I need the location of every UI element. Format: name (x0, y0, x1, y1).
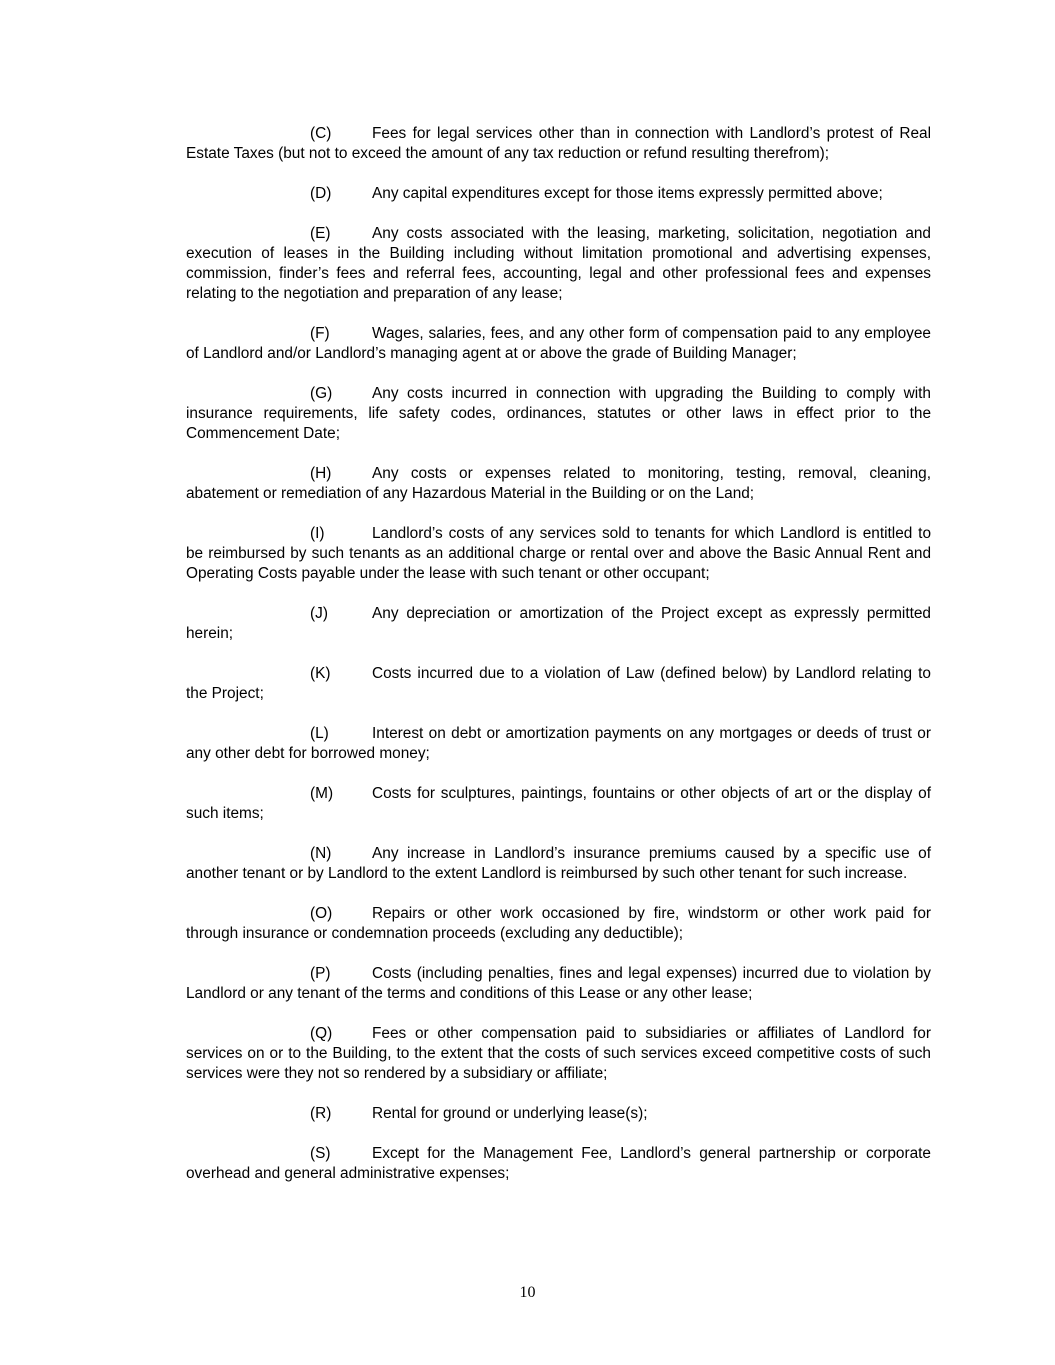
clause-c (186, 124, 931, 164)
clause-d (186, 184, 931, 204)
clause-text: Any depreciation or amortization of the Project except as expressly permitted herein; (186, 605, 931, 642)
clause-q (186, 1024, 931, 1084)
clause-label: (Q) (310, 1025, 333, 1042)
clause-label: (J) (310, 605, 328, 622)
clause-text: Wages, salaries, fees, and any other form of compensation paid to any employee of Landlord and/or Landlord’s managing agent at or above the grade of Building Manager; (186, 325, 931, 362)
clause-label: (D) (310, 185, 332, 202)
clause-label: (E) (310, 225, 331, 242)
clause-text: Any capital expenditures except for those items expressly permitted above; (372, 185, 883, 202)
clause-text: Rental for ground or underlying lease(s); (372, 1105, 648, 1122)
clause-text: Any increase in Landlord’s insurance premiums caused by a specific use of another tenant or by Landlord to the extent Landlord is reimbursed by such other tenant for such increase. (186, 845, 931, 882)
clause-label: (I) (310, 525, 325, 542)
clause-label: (N) (310, 845, 332, 862)
clause-text: Any costs or expenses related to monitoring, testing, removal, cleaning, abatement or remediation of any Hazardous Material in the Building or on the Land; (186, 465, 931, 502)
clause-text: Any costs incurred in connection with upgrading the Building to comply with insurance requirements, life safety codes, ordinances, statutes or other laws in effect prior to the Commencement Date; (186, 385, 931, 442)
clause-label: (R) (310, 1105, 332, 1122)
clause-text: Landlord’s costs of any services sold to tenants for which Landlord is entitled to be reimbursed by such tenants as an additional charge or rental over and above the Basic Annual Rent and Operating Costs payable under the lease with such tenant or other occupant; (186, 525, 931, 582)
clause-e (186, 224, 931, 304)
clause-i (186, 524, 931, 584)
clause-text: Costs (including penalties, fines and legal expenses) incurred due to violation by Landlord or any tenant of the terms and conditions of this Lease or any other lease; (186, 965, 931, 1002)
clause-h (186, 464, 931, 504)
clause-text: Except for the Management Fee, Landlord’s general partnership or corporate overhead and general administrative expenses; (186, 1145, 931, 1182)
clause-j (186, 604, 931, 644)
clause-label: (F) (310, 325, 330, 342)
clause-n (186, 844, 931, 884)
clause-text: Any costs associated with the leasing, marketing, solicitation, negotiation and execution of leases in the Building including without limitation promotional and advertising expenses, commission, finder’s fees and referral fees, accounting, legal and other professional fees and expenses relating to the negotiation and preparation of any lease; (186, 225, 931, 302)
clause-text: Costs for sculptures, paintings, fountains or other objects of art or the display of such items; (186, 785, 931, 822)
clause-o (186, 904, 931, 944)
clause-label: (K) (310, 665, 331, 682)
clause-label: (C) (310, 125, 332, 142)
clause-l (186, 724, 931, 764)
clause-label: (G) (310, 385, 333, 402)
clause-label: (M) (310, 785, 334, 802)
clause-f (186, 324, 931, 364)
clause-s (186, 1144, 931, 1184)
clause-text: Costs incurred due to a violation of Law (defined below) by Landlord relating to the Project; (186, 665, 931, 702)
clause-g (186, 384, 931, 444)
page-number: 10 (519, 1284, 536, 1301)
clause-k (186, 664, 931, 704)
clause-label: (P) (310, 965, 331, 982)
clause-label: (L) (310, 725, 329, 742)
clause-label: (H) (310, 465, 332, 482)
clause-p (186, 964, 931, 1004)
clause-text: Fees or other compensation paid to subsidiaries or affiliates of Landlord for services on or to the Building, to the extent that the costs of such services exceed competitive costs of such services were they not so rendered by a subsidiary or affiliate; (186, 1025, 931, 1082)
clause-text: Interest on debt or amortization payments on any mortgages or deeds of trust or any other debt for borrowed money; (186, 725, 931, 762)
document-body (186, 124, 931, 1204)
clause-text: Fees for legal services other than in connection with Landlord’s protest of Real Estate Taxes (but not to exceed the amount of any tax reduction or refund resulting therefrom); (186, 125, 931, 162)
clause-m (186, 784, 931, 824)
clause-label: (O) (310, 905, 333, 922)
clause-label: (S) (310, 1145, 331, 1162)
clause-r (186, 1104, 931, 1124)
clause-text: Repairs or other work occasioned by fire, windstorm or other work paid for through insurance or condemnation proceeds (excluding any deductible); (186, 905, 931, 942)
